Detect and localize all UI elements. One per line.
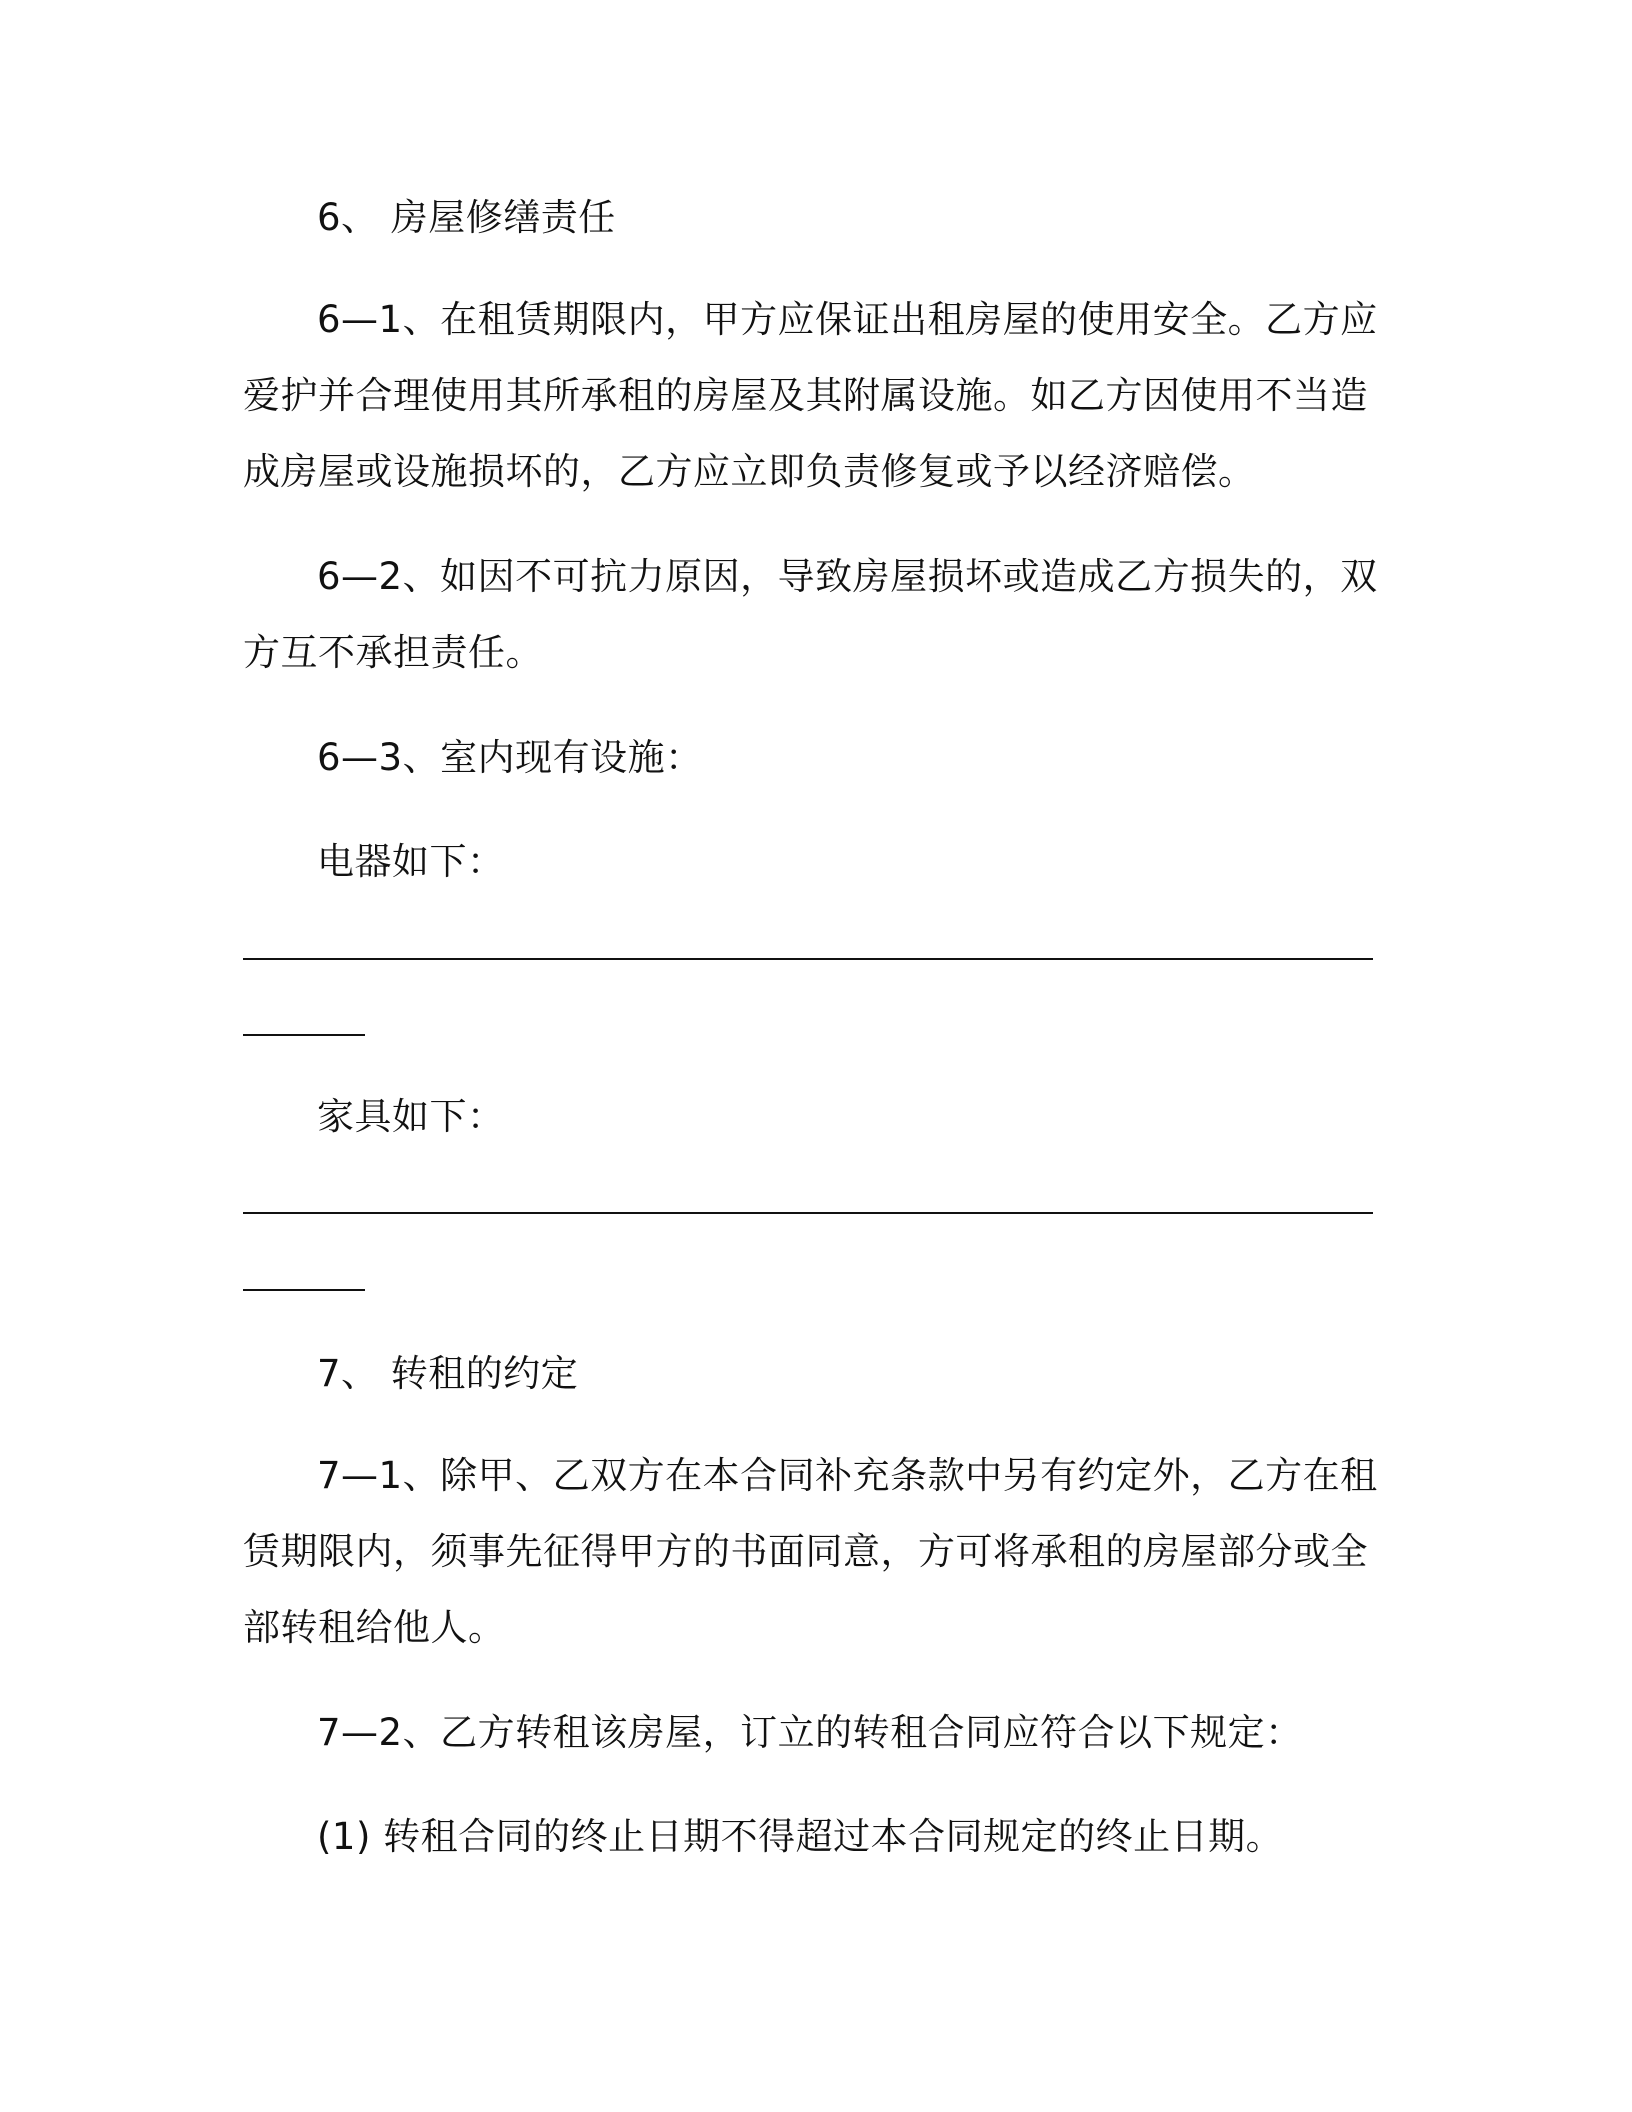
clause-7-1-line-3: 部转租给他人。	[243, 1606, 506, 1649]
section-7-heading: 7、 转租的约定	[317, 1352, 579, 1395]
clause-6-2-line-1: 6—2、如因不可抗力原因，导致房屋损坏或造成乙方损失的，双	[317, 555, 1378, 598]
clause-7-1-line-1: 7—1、除甲、乙双方在本合同补充条款中另有约定外，乙方在租	[317, 1454, 1378, 1497]
appliances-blank-line-2	[243, 1034, 365, 1036]
furniture-blank-line-2	[243, 1289, 365, 1291]
clause-7-2: 7—2、乙方转租该房屋，订立的转租合同应符合以下规定：	[317, 1711, 1303, 1754]
clause-6-1-line-3: 成房屋或设施损坏的，乙方应立即负责修复或予以经济赔偿。	[243, 450, 1256, 493]
clause-6-3: 6—3、室内现有设施：	[317, 736, 703, 779]
clause-6-1-line-2: 爱护并合理使用其所承租的房屋及其附属设施。如乙方因使用不当造	[243, 374, 1368, 417]
clause-7-1-line-2: 赁期限内，须事先征得甲方的书面同意，方可将承租的房屋部分或全	[243, 1530, 1368, 1573]
clause-6-2-line-2: 方互不承担责任。	[243, 631, 543, 674]
appliances-label: 电器如下：	[317, 840, 505, 883]
appliances-blank-line-1	[243, 958, 1373, 960]
item-1: (1) 转租合同的终止日期不得超过本合同规定的终止日期。	[317, 1815, 1284, 1858]
furniture-blank-line-1	[243, 1212, 1373, 1214]
clause-6-1-line-1: 6—1、在租赁期限内，甲方应保证出租房屋的使用安全。乙方应	[317, 298, 1378, 341]
furniture-label: 家具如下：	[317, 1095, 505, 1138]
section-6-heading: 6、 房屋修缮责任	[317, 196, 616, 239]
